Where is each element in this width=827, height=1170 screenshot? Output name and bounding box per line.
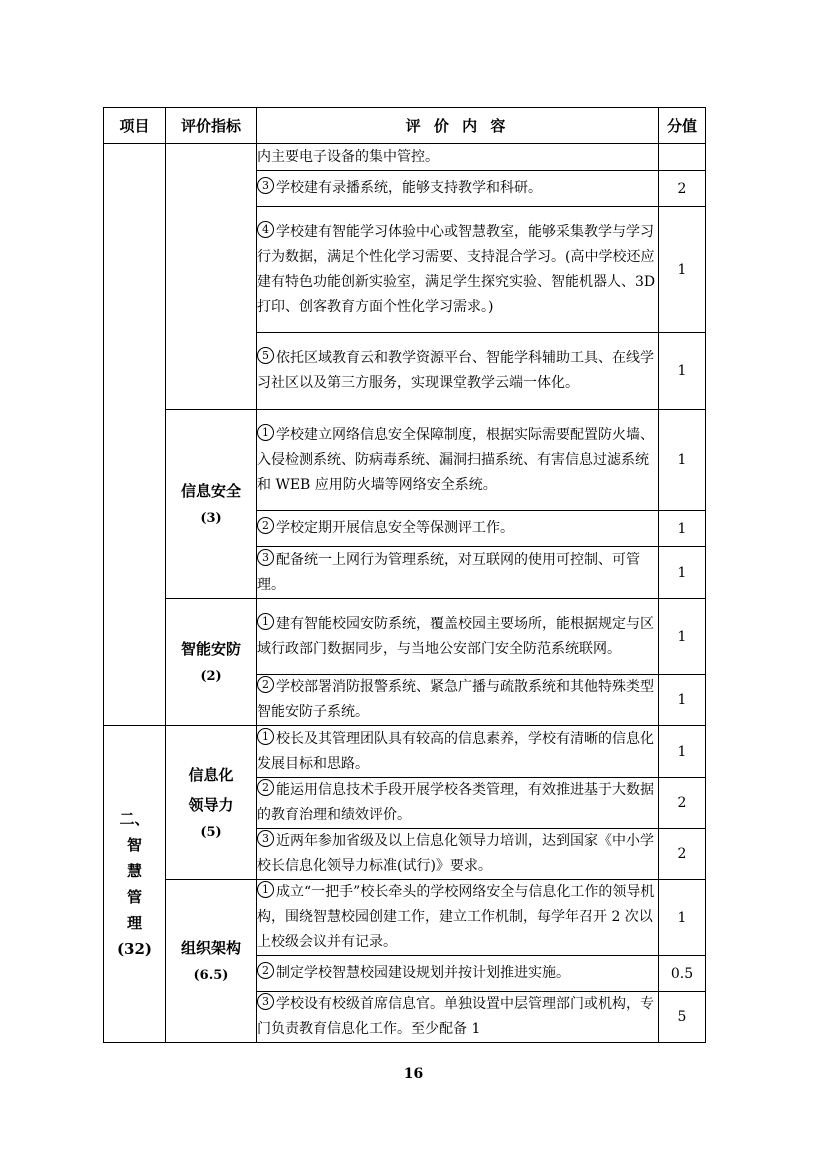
- indicator-info-leadership: [166, 726, 257, 880]
- score-cell: 2: [659, 778, 706, 829]
- indicator-name: 信息安全: [180, 482, 241, 500]
- content-cell: [257, 207, 659, 333]
- score-cell: 1: [659, 547, 706, 599]
- circled-number: 1: [257, 881, 274, 898]
- score-cell: 1: [659, 726, 706, 778]
- category-char: 理: [126, 914, 142, 932]
- category-char: 慧: [126, 862, 142, 880]
- score-cell: 5: [659, 992, 706, 1043]
- circled-number: 3: [257, 830, 274, 847]
- score-cell: 1: [659, 207, 706, 333]
- indicator-score: (3): [200, 511, 222, 526]
- score-cell: 1: [659, 599, 706, 675]
- content-cell: [257, 144, 659, 171]
- header-score: 分值: [659, 108, 706, 144]
- circled-number: 4: [257, 221, 274, 238]
- content-cell: [257, 992, 659, 1043]
- content-cell: [257, 333, 659, 410]
- row-text: 配备统一上网行为管理系统，对互联网的使用可控制、可管理。: [257, 551, 640, 593]
- category-smart-management: [104, 726, 166, 1043]
- indicator-cell-continued: [166, 144, 257, 410]
- category-cell-continued: [104, 144, 166, 726]
- score-cell: 1: [659, 410, 706, 511]
- score-cell: 1: [659, 511, 706, 547]
- row-text: 建有智能校园安防系统，覆盖校园主要场所，能根据规定与区域行政部门数据同步，与当地公安部门安全防范系统联网。: [257, 615, 654, 657]
- score-cell: 2: [659, 171, 706, 207]
- content-cell: [257, 410, 659, 511]
- circled-number: 1: [257, 613, 274, 630]
- content-cell: [257, 726, 659, 778]
- circled-number: 3: [257, 549, 274, 566]
- indicator-name: 组织架构: [180, 939, 241, 957]
- circled-number: 2: [257, 676, 274, 693]
- circled-number: 1: [257, 728, 274, 745]
- circled-number: 3: [257, 993, 274, 1010]
- row-text: 学校建有智能学习体验中心或智慧教室，能够采集教学与学习行为数据，满足个性化学习需要、支持混合学习。(高中学校还应建有特色功能创新实验室，满足学生探究实验、智能机器人、3D 打印、创客教育方面个性化学习需求。): [257, 223, 656, 315]
- row-text: 学校定期开展信息安全等保测评工作。: [276, 520, 514, 536]
- indicator-name: 领导力: [188, 795, 234, 814]
- row-text: 制定学校智慧校园建设规划并按计划推进实施。: [276, 965, 570, 981]
- table-row: [104, 726, 706, 778]
- circled-number: 2: [257, 517, 274, 534]
- content-cell: [257, 511, 659, 547]
- content-cell: [257, 778, 659, 829]
- score-cell: [659, 144, 706, 171]
- score-cell: 2: [659, 829, 706, 880]
- score-cell: 0.5: [659, 956, 706, 992]
- row-text: 能运用信息技术手段开展学校各类管理，有效推进基于大数据的教育治理和绩效评价。: [257, 782, 654, 823]
- indicator-name: 智能安防: [180, 640, 241, 658]
- row-text: 依托区域教育云和教学资源平台、智能学科辅助工具、在线学习社区以及第三方服务，实现课堂教学云端一体化。: [257, 350, 654, 391]
- evaluation-table: [103, 107, 706, 1043]
- content-cell: [257, 171, 659, 207]
- indicator-organization: [166, 880, 257, 1043]
- table-row: [104, 144, 706, 171]
- circled-number: 1: [257, 424, 274, 441]
- circled-number: 2: [257, 779, 274, 796]
- header-item: 项目: [104, 108, 166, 144]
- row-text: 学校部署消防报警系统、紧急广播与疏散系统和其他特殊类型智能安防子系统。: [257, 679, 654, 720]
- content-cell: [257, 880, 659, 956]
- row-text: 成立“一把手”校长牵头的学校网络安全与信息化工作的领导机构，围绕智慧校园创建工作，建立工作机制，每学年召开 2 次以上校级会议并有记录。: [257, 884, 655, 950]
- category-number: 二、: [119, 810, 150, 828]
- category-score: (32): [116, 940, 153, 958]
- header-indicator: 评价指标: [166, 108, 257, 144]
- row-text: 学校设有校级首席信息官。单独设置中层管理部门或机构，专门负责教育信息化工作。至少配备 1: [257, 996, 654, 1037]
- circled-number: 5: [257, 347, 274, 364]
- content-cell: [257, 547, 659, 599]
- indicator-name: 信息化: [188, 765, 234, 784]
- circled-number: 3: [257, 177, 274, 194]
- table-row: [104, 599, 706, 675]
- indicator-score: (6.5): [193, 968, 229, 983]
- content-cell: [257, 675, 659, 726]
- score-cell: 1: [659, 333, 706, 410]
- row-text: 近两年参加省级及以上信息化领导力培训，达到国家《中小学校长信息化领导力标准(试行)》要求。: [257, 833, 654, 874]
- indicator-score: (2): [200, 669, 222, 684]
- indicator-score: (5): [200, 824, 222, 840]
- header-content: 评 价 内 容: [257, 108, 659, 144]
- row-text: 学校建立网络信息安全保障制度，根据实际需要配置防火墙、入侵检测系统、防病毒系统、漏洞扫描系统、有害信息过滤系统和 WEB 应用防火墙等网络安全系统。: [257, 426, 654, 493]
- content-cell: [257, 829, 659, 880]
- content-cell: [257, 956, 659, 992]
- row-text: 内主要电子设备的集中管控。: [257, 148, 439, 165]
- page-number: 16: [403, 1066, 424, 1082]
- row-text: 校长及其管理团队具有较高的信息素养，学校有清晰的信息化发展目标和思路。: [257, 730, 654, 772]
- header-row: [104, 108, 706, 144]
- row-text: 学校建有录播系统，能够支持教学和科研。: [276, 180, 542, 196]
- table-row: [104, 410, 706, 511]
- table-row: [104, 880, 706, 956]
- indicator-smart-security: [166, 599, 257, 726]
- circled-number: 2: [257, 962, 274, 979]
- category-char: 管: [126, 888, 142, 906]
- content-cell: [257, 599, 659, 675]
- score-cell: 1: [659, 675, 706, 726]
- score-cell: 1: [659, 880, 706, 956]
- category-char: 智: [126, 836, 142, 854]
- indicator-info-security: [166, 410, 257, 599]
